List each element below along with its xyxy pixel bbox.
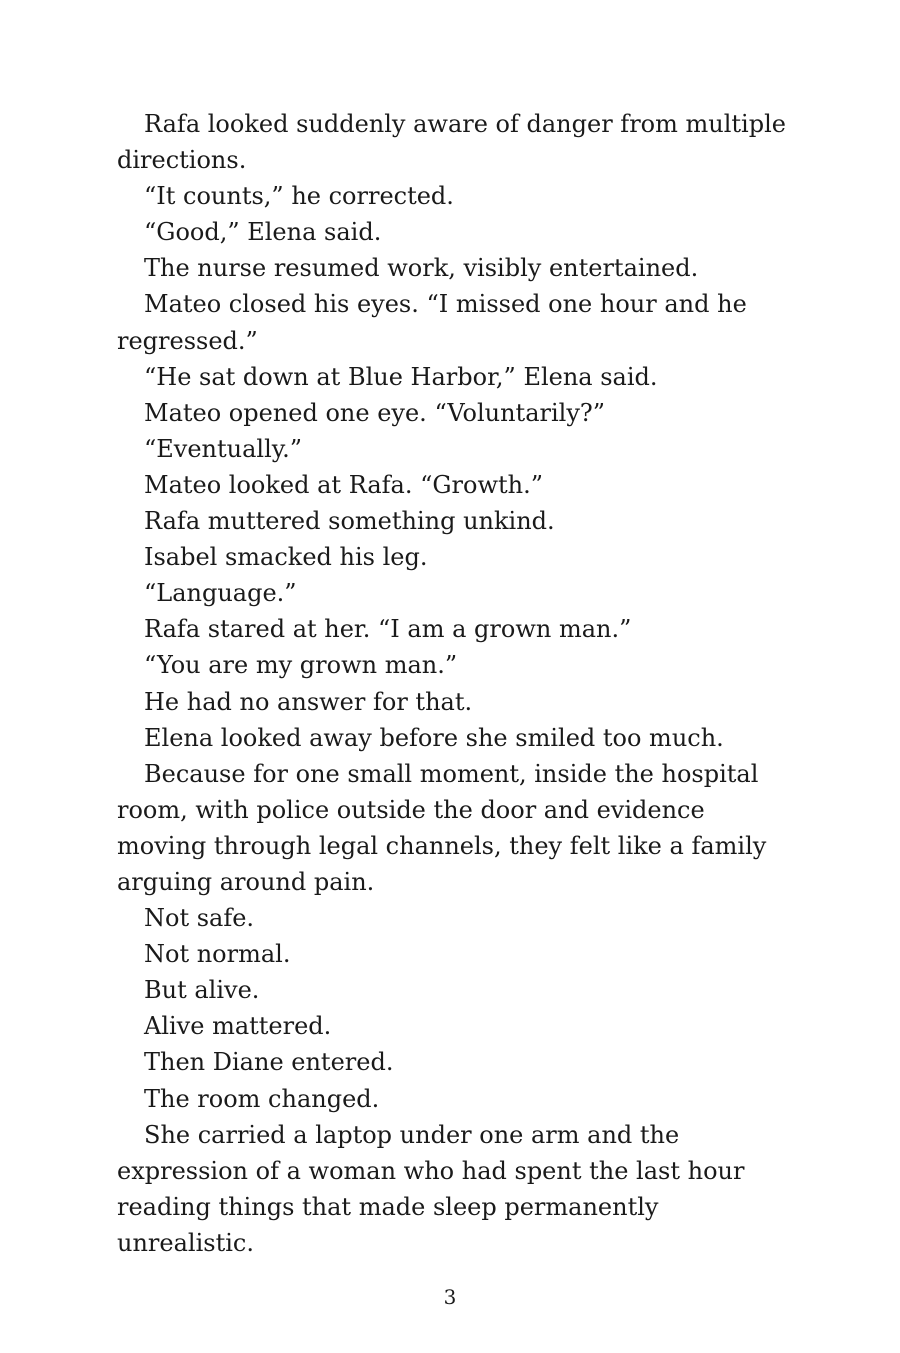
paragraph: He had no answer for that. xyxy=(144,687,473,716)
page-number: 3 xyxy=(443,1285,457,1309)
paragraph: Not safe. xyxy=(144,904,255,933)
body-text xyxy=(117,106,795,1261)
paragraph: Isabel smacked his leg. xyxy=(144,543,428,572)
paragraph: Because for one small moment, inside the hospital room, with police outside the door and evidence moving through legal channels, they felt like a family arguing around pain. xyxy=(117,759,767,896)
paragraph: Rafa stared at her. “I am a grown man.” xyxy=(144,615,632,644)
paragraph: But alive. xyxy=(144,976,260,1005)
paragraph: “Good,” Elena said. xyxy=(144,218,382,247)
paragraph: Rafa muttered something unkind. xyxy=(144,507,555,536)
paragraph: “He sat down at Blue Harbor,” Elena said. xyxy=(144,362,658,391)
paragraph: Mateo closed his eyes. “I missed one hour and he regressed.” xyxy=(117,290,747,355)
paragraph: “It counts,” he corrected. xyxy=(144,182,454,211)
paragraph: “Eventually.” xyxy=(144,434,303,463)
paragraph: Then Diane entered. xyxy=(144,1048,394,1077)
paragraph: She carried a laptop under one arm and the expression of a woman who had spent the last hour reading things that made sleep permanently unrealistic. xyxy=(117,1120,745,1257)
paragraph: “You are my grown man.” xyxy=(144,651,458,680)
paragraph: “Language.” xyxy=(144,579,297,608)
paragraph: Rafa looked suddenly aware of danger from multiple directions. xyxy=(117,110,786,175)
paragraph: Mateo looked at Rafa. “Growth.” xyxy=(144,470,543,499)
paragraph: Mateo opened one eye. “Voluntarily?” xyxy=(144,398,606,427)
paragraph: Elena looked away before she smiled too much. xyxy=(144,723,724,752)
paragraph: The nurse resumed work, visibly entertained. xyxy=(144,254,699,283)
paragraph: The room changed. xyxy=(144,1084,380,1113)
paragraph: Not normal. xyxy=(144,940,291,969)
paragraph: Alive mattered. xyxy=(144,1012,332,1041)
